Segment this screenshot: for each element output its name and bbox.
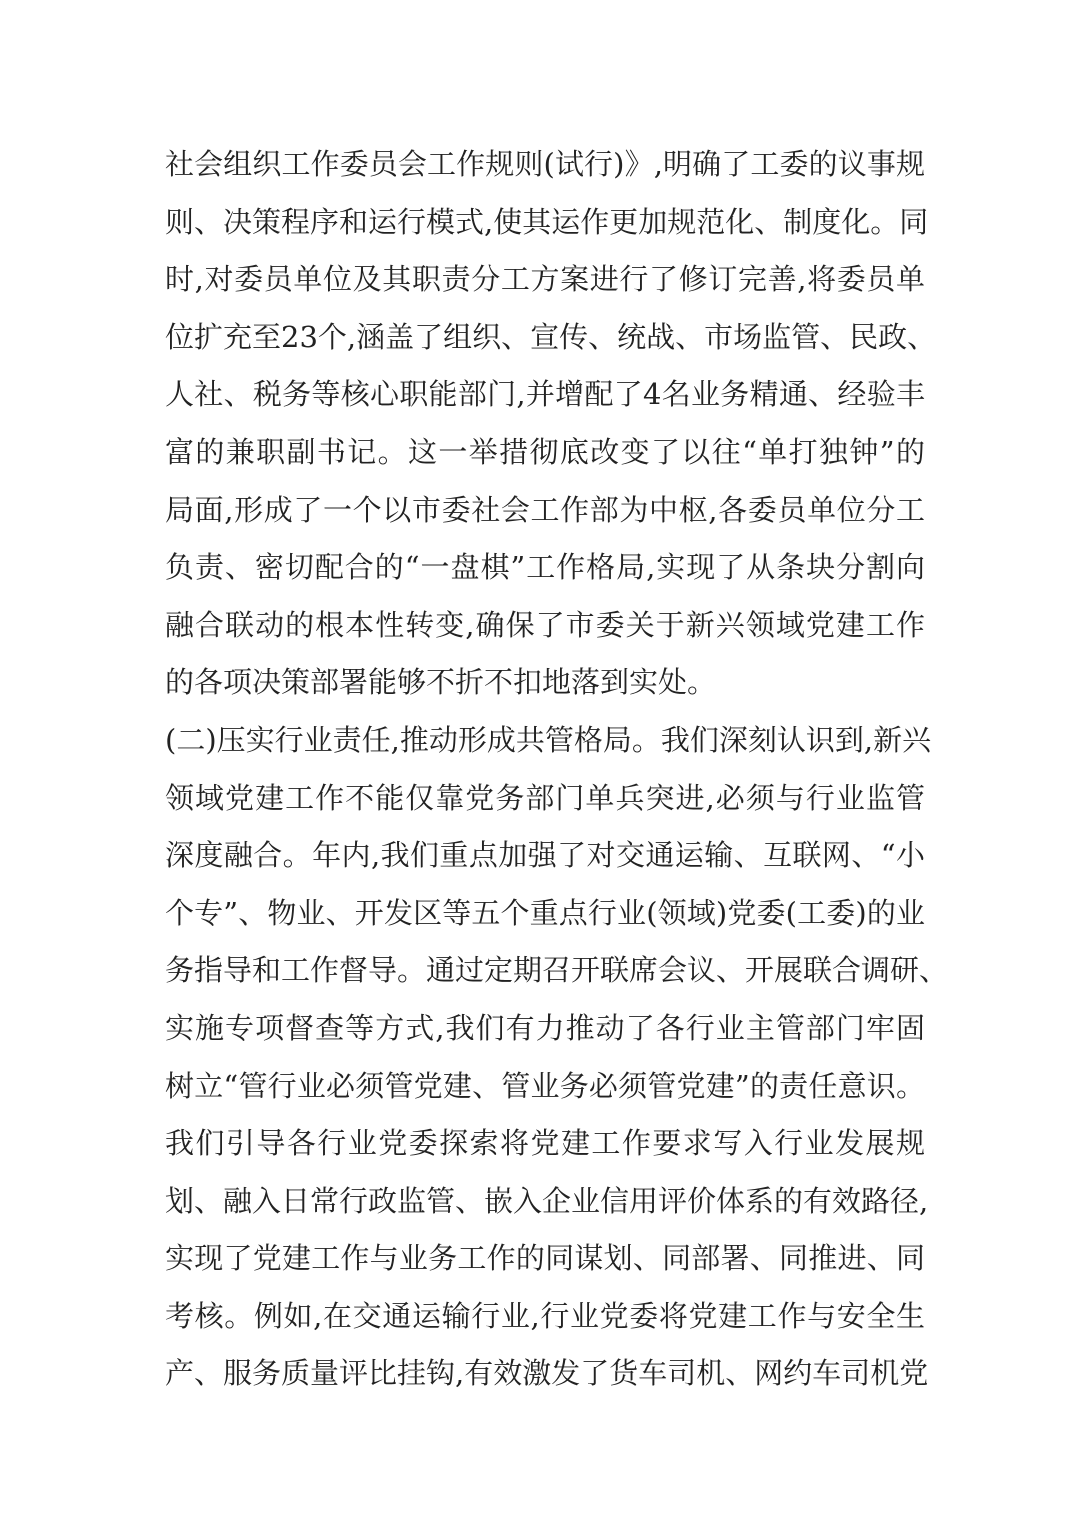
text-line: 个专”、物业、开发区等五个重点行业(领域)党委(工委)的业 [165,895,925,930]
text-line: 位扩充至23个,涵盖了组织、宣传、统战、市场监管、民政、 [165,319,937,354]
text-line: 人社、税务等核心职能部门,并增配了4名业务精通、经验丰 [165,377,925,412]
text-line: 深度融合。年内,我们重点加强了对交通运输、互联网、“小 [165,838,925,873]
text-line: 时,对委员单位及其职责分工方案进行了修订完善,将委员单 [165,262,925,297]
text-line: 考核。例如,在交通运输行业,行业党委将党建工作与安全生 [165,1298,925,1333]
text-line: 富的兼职副书记。这一举措彻底改变了以往“单打独钟”的 [165,434,925,469]
text-line: 融合联动的根本性转变,确保了市委关于新兴领域党建工作 [165,607,925,642]
text-line: 领域党建工作不能仅靠党务部门单兵突进,必须与行业监管 [165,780,925,815]
text-line: 则、决策程序和运行模式,使其运作更加规范化、制度化。同 [165,204,929,239]
text-line: 局面,形成了一个以市委社会工作部为中枢,各委员单位分工 [165,492,925,527]
text-line: 负责、密切配合的“一盘棋”工作格局,实现了从条块分割向 [165,550,925,585]
body-text [165,136,949,1403]
text-line: 实施专项督查等方式,我们有力推动了各行业主管部门牢固 [165,1010,925,1045]
text-line: 划、融入日常行政监管、嵌入企业信用评价体系的有效路径, [165,1183,929,1218]
text-line: 社会组织工作委员会工作规则(试行)》,明确了工委的议事规 [165,147,925,181]
text-line: 务指导和工作督导。通过定期召开联席会议、开展联合调研、 [165,953,949,988]
text-line: 实现了党建工作与业务工作的同谋划、同部署、同推进、同 [165,1241,925,1276]
text-line: 我们引导各行业党委探索将党建工作要求写入行业发展规 [165,1126,925,1161]
text-line: 的各项决策部署能够不折不扣地落到实处。 [165,665,717,700]
text-line: 树立“管行业必须管党建、管业务必须管党建”的责任意识。 [165,1068,925,1103]
text-line: 产、服务质量评比挂钩,有效激发了货车司机、网约车司机党 [165,1356,929,1391]
section-heading-line: (二)压实行业责任,推动形成共管格局。我们深刻认识到,新兴 [165,722,932,757]
